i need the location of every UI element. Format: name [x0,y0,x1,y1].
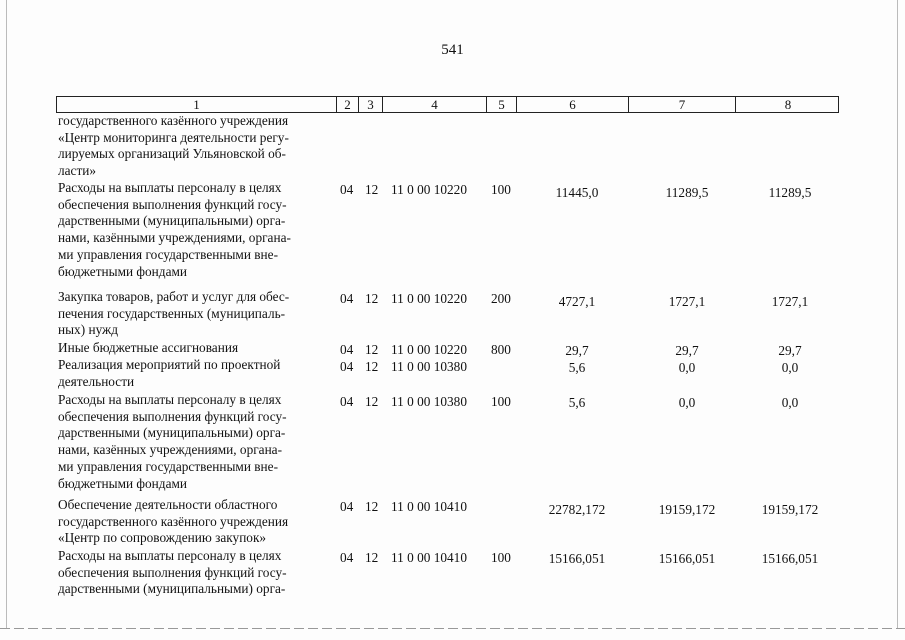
description-line: ных) нужд [58,322,118,338]
page-border-left [6,0,7,628]
expense-type-cell: 100 [491,394,511,409]
podrazdel-cell: 12 [365,342,379,357]
description-line: государственного казённого учреждения [58,513,289,529]
expense-type-cell: 100 [491,550,511,565]
amount-col6-cell: 4727,1 [558,294,596,309]
row-description [58,357,330,390]
description-line: Расходы на выплаты персоналу в целях [58,392,282,407]
amount-col6-cell: 29,7 [565,343,589,358]
target-article-cell: 11 0 00 10380 [391,394,467,409]
target-article-cell: 11 0 00 10220 [391,342,467,357]
row-description [58,548,330,598]
podrazdel-cell: 12 [365,182,379,197]
description-line: «Центр мониторинга деятельности регу- [58,129,289,145]
amount-col6-cell: 15166,051 [548,551,606,566]
target-article-cell: 11 0 00 10220 [391,291,467,306]
page-border-bottom [0,628,905,629]
razdel-cell: 04 [340,499,354,514]
amount-col7-cell: 15166,051 [658,551,716,566]
column-header-4: 4 [382,97,486,112]
razdel-cell: 04 [340,342,354,357]
amount-col6-cell: 22782,172 [548,502,606,517]
description-line: нами, казённых учреждениями, органа- [58,442,283,458]
description-line: обеспечения выполнения функций госу- [58,564,287,580]
amount-col8-cell: 1727,1 [771,294,809,309]
expense-type-cell: 100 [491,182,511,197]
razdel-cell: 04 [340,291,354,306]
row-description [58,113,330,180]
column-header-6: 6 [516,97,628,112]
description-line: бюджетными фондами [58,475,187,491]
description-line: Реализация мероприятий по проектной [58,357,281,372]
podrazdel-cell: 12 [365,550,379,565]
description-line: ми управления государственными вне- [58,246,278,262]
column-header-5: 5 [486,97,516,112]
row-description [58,340,330,357]
target-article-cell: 11 0 00 10380 [391,359,467,374]
amount-col8-cell: 19159,172 [761,502,819,517]
description-line: ласти» [58,163,97,179]
description-line: лируемых организаций Ульяновской об- [58,146,286,162]
amount-col8-cell: 0,0 [781,395,799,410]
amount-col7-cell: 1727,1 [668,294,706,309]
page-number: 541 [441,42,464,58]
amount-col8-cell: 15166,051 [761,551,819,566]
amount-col8-cell: 29,7 [778,343,802,358]
description-line: ми управления государственными вне- [58,458,278,474]
row-description [58,289,330,339]
amount-col7-cell: 19159,172 [658,502,716,517]
description-line: Иные бюджетные ассигнования [58,340,239,355]
description-line: дарственными (муниципальными) орга- [58,425,286,441]
amount-col6-cell: 5,6 [568,395,586,410]
column-header-1: 1 [193,97,200,112]
podrazdel-cell: 12 [365,394,379,409]
target-article-cell: 11 0 00 10410 [391,550,467,565]
description-line: дарственными (муниципальными) орга- [58,213,286,229]
podrazdel-cell: 12 [365,359,379,374]
amount-col8-cell: 0,0 [781,360,799,375]
razdel-cell: 04 [340,394,354,409]
target-article-cell: 11 0 00 10410 [391,499,467,514]
column-header-2: 2 [336,97,358,112]
amount-col6-cell: 5,6 [568,360,586,375]
row-description [58,392,330,492]
description-line: бюджетными фондами [58,263,187,279]
description-line: Расходы на выплаты персоналу в целях [58,180,282,195]
amount-col6-cell: 11445,0 [555,185,599,200]
expense-type-cell: 800 [491,342,511,357]
table-header [56,96,839,113]
razdel-cell: 04 [340,182,354,197]
amount-col7-cell: 29,7 [675,343,699,358]
description-line: печения государственных (муниципаль- [58,305,286,321]
description-line: дарственными (муниципальными) орга- [58,581,286,597]
target-article-cell: 11 0 00 10220 [391,182,467,197]
description-line: государственного казённого учреждения [58,113,289,128]
description-line: Закупка товаров, работ и услуг для обес- [58,289,290,304]
page-border-right [897,0,898,628]
amount-col8-cell: 11289,5 [768,185,812,200]
description-line: обеспечения выполнения функций госу- [58,196,287,212]
amount-col7-cell: 0,0 [678,360,696,375]
podrazdel-cell: 12 [365,291,379,306]
description-line: Обеспечение деятельности областного [58,497,278,512]
column-header-8: 8 [735,97,840,112]
description-line: Расходы на выплаты персоналу в целях [58,548,282,563]
razdel-cell: 04 [340,359,354,374]
amount-col7-cell: 0,0 [678,395,696,410]
row-description [58,497,330,547]
razdel-cell: 04 [340,550,354,565]
column-header-7: 7 [628,97,735,112]
description-line: обеспечения выполнения функций госу- [58,408,287,424]
row-description [58,180,330,280]
expense-type-cell: 200 [491,291,511,306]
column-header-3: 3 [358,97,382,112]
amount-col7-cell: 11289,5 [665,185,709,200]
description-line: нами, казёнными учреждениями, органа- [58,230,291,246]
description-line: «Центр по сопровождению закупок» [58,530,267,546]
podrazdel-cell: 12 [365,499,379,514]
description-line: деятельности [58,373,135,389]
